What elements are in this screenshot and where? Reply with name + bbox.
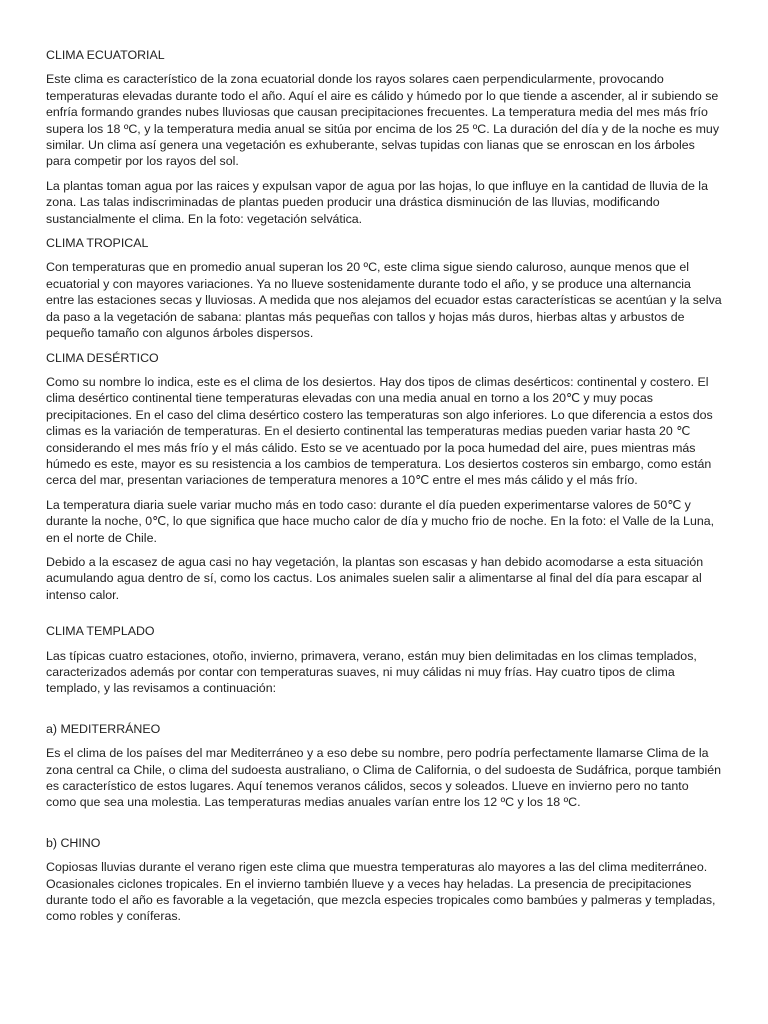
paragraph-desertico-3: Debido a la escasez de agua casi no hay vegetación, la plantas son escasas y han debido acomodarse a esta situación acumulando agua dentro de sí, como los cactus. Los animales suelen salir a alimentarse al final del día para escapar al intenso calor.	[46, 554, 704, 602]
heading-clima-desertico: CLIMA DESÉRTICO	[46, 350, 159, 365]
paragraph-desertico-2: La temperatura diaria suele variar mucho más en todo caso: durante el día pueden experimentarse valores de 50℃ y durante la noche, 0℃, lo que significa que hace mucho calor de día y mucho frio de noche. En la foto: el Valle de la Luna, en el norte de Chile.	[46, 497, 715, 545]
paragraph-tropical-1: Con temperaturas que en promedio anual superan los 20 ºC, este clima sigue siendo caluroso, aunque menos que el ecuatorial y con mayores variaciones. Ya no llueve sostenidamente durante todo el año, y se produce una alternancia entre las estaciones secas y lluviosas. A medida que nos alejamos del ecuador estas características se acentúan y la selva da paso a la vegetación de sabana: plantas más pequeñas con tallos y hojas más duros, hierbas altas y arbustos de pequeño tamaño con algunos árboles dispersos.	[46, 260, 722, 341]
section-spacer	[46, 819, 722, 835]
paragraph-ecuatorial-1: Este clima es característico de la zona ecuatorial donde los rayos solares caen perpendicularmente, provocando temperaturas elevadas durante todo el año. Aquí el aire es cálido y húmedo por lo que tiende a ascender, al ir subiendo se enfría formando grandes nubes lluviosas que causan precipitaciones frecuentes. La temperatura media del mes más frío supera los 18 ºC, y la temperatura media anual se sitúa por encima de los 25 ºC. La duración del día y de la noche es muy similar. Un clima así genera una vegetación es exhuberante, selvas tupidas con lianas que se enroscan en los árboles para competir por los rayos del sol.	[46, 72, 720, 169]
paragraph-chino-1: Copiosas lluvias durante el verano rigen este clima que muestra temperaturas alo mayores a las del clima mediterráneo. Ocasionales ciclones tropicales. En el invierno también llueve y a veces hay heladas. La presencia de precipitaciones durante todo el año es favorable a la vegetación, que mezcla especies tropicales como bambúes y palmeras y templadas, como robles y coníferas.	[46, 860, 716, 924]
document-page	[46, 47, 722, 933]
paragraph-desertico-1: Como su nombre lo indica, este es el clima de los desiertos. Hay dos tipos de climas desérticos: continental y costero. El clima desértico continental tiene temperaturas elevadas con una media anual en torno a los 20℃ y muy pocas precipitaciones. En el caso del clima desértico costero las temperaturas son algo inferiores. Lo que diferencia a estos dos climas es la variación de temperaturas. En el desierto continental las temperaturas medias pueden variar hasta 20 ℃ considerando el mes más frío y el más cálido. Esto se ve acentuado por la poca humedad del aire, pues mientras más húmedo es este, mayor es su resistencia a los cambios de temperatura. Los desiertos costeros sin embargo, como están cerca del mar, presentan variaciones de temperatura menores a 10℃ entre el mes más cálido y el más frío.	[46, 374, 713, 488]
section-spacer	[46, 705, 722, 721]
heading-mediterraneo: a) MEDITERRÁNEO	[46, 721, 161, 736]
paragraph-ecuatorial-2: La plantas toman agua por las raices y expulsan vapor de agua por las hojas, lo que influye en la cantidad de lluvia de la zona. Las talas indiscriminadas de plantas pueden producir una drástica disminución de las lluvias, modificando sustancialmente el clima. En la foto: vegetación selvática.	[46, 178, 708, 226]
heading-clima-tropical: CLIMA TROPICAL	[46, 236, 149, 251]
heading-clima-ecuatorial: CLIMA ECUATORIAL	[46, 48, 165, 62]
paragraph-templado-1: Las típicas cuatro estaciones, otoño, invierno, primavera, verano, están muy bien delimitadas en los climas templados, caracterizados además por contar con temperaturas suaves, ni muy cálidas ni muy frías. Hay cuatro tipos de clima templado, y las revisamos a continuación:	[46, 648, 697, 696]
paragraph-mediterraneo-1: Es el clima de los países del mar Mediterráneo y a eso debe su nombre, pero podría perfectamente llamarse Clima de la zona central ca Chile, o clima del sudoesta australiano, o Clima de California, o del sudoesta de Sudáfrica, porque también es característico de estos lugares. Aquí tenemos veranos cálidos, secos y soleados. Llueve en invierno pero no tanto como que sea una molestia. Las temperaturas medias anuales varían entre los 12 ºC y los 18 ºC.	[46, 746, 721, 810]
heading-chino: b) CHINO	[46, 835, 101, 850]
heading-clima-templado: CLIMA TEMPLADO	[46, 624, 155, 639]
